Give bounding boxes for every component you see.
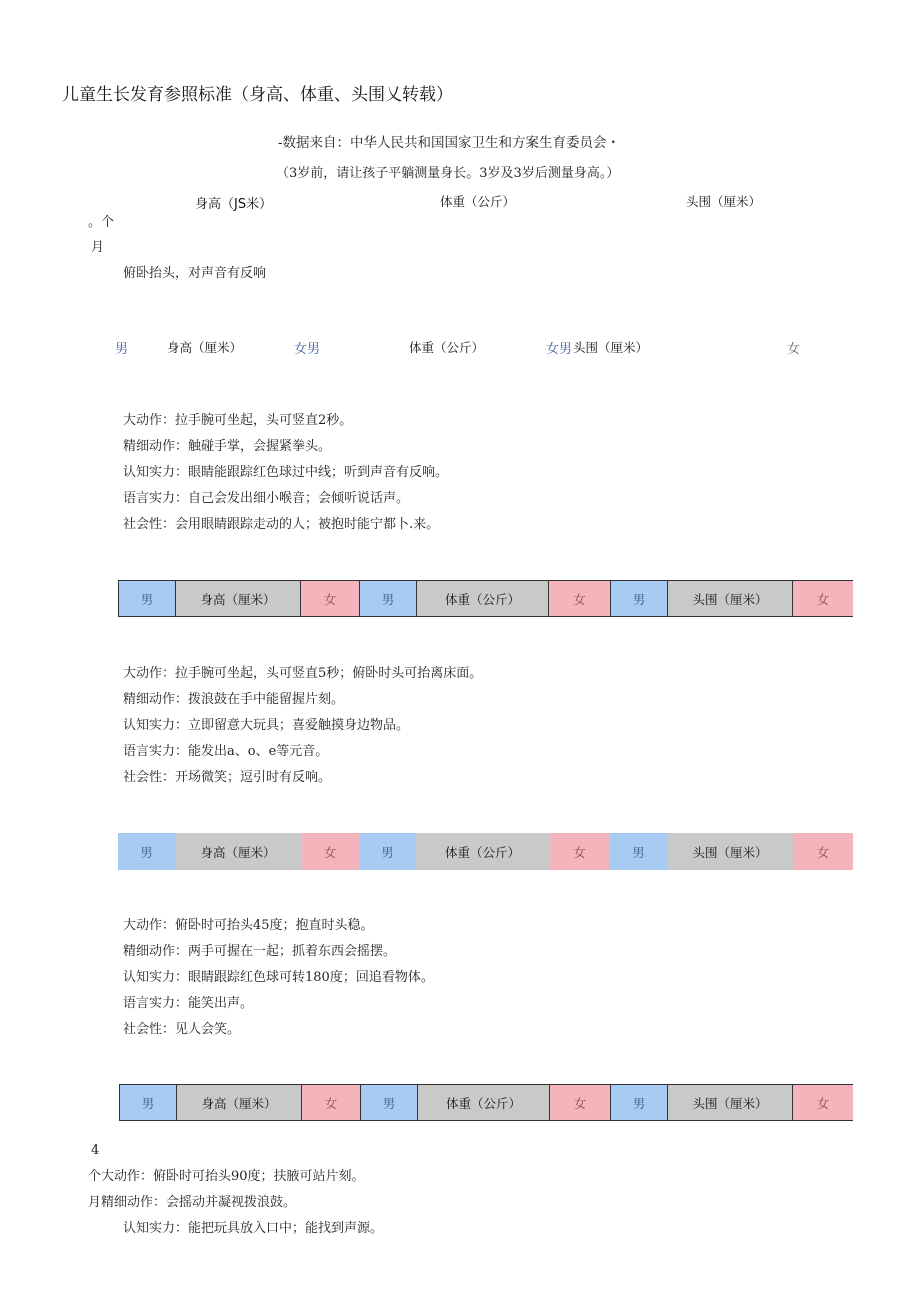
cell-height: 身高（厘米） [176, 1084, 302, 1121]
loose-female: 女 [787, 342, 801, 357]
header-head: 头围（厘米） [686, 194, 762, 209]
page-title: 儿童生长发育参照标准（身高、体重、头围乂转载） [62, 85, 453, 105]
measurement-note: （3岁前，请让孩子平躺测量身长。3岁及3岁后测量身高。） [276, 166, 620, 181]
cell-female: 女 [301, 580, 359, 617]
loose-male-1: 男 [115, 342, 129, 357]
loose-female-male-1: 女男 [294, 342, 321, 357]
cell-male: 男 [118, 833, 175, 870]
cell-weight: 体重（公斤） [417, 1084, 550, 1121]
cell-male: 男 [359, 833, 416, 870]
cell-weight: 体重（公斤） [416, 580, 549, 617]
month2-language: 语言实力：能发出a、o、e等元音。 [123, 744, 329, 759]
cell-male: 男 [610, 580, 667, 617]
month0-description: 俯卧抬头，对声音有反响 [123, 266, 267, 281]
cell-female: 女 [301, 833, 359, 870]
month3-language: 语言实力：能笑出声。 [123, 996, 254, 1011]
month3-gross-motor: 大动作：俯卧时可抬头45度；抱直时头稳。 [123, 918, 374, 933]
month2-social: 社会性：开场微笑；逗引时有反响。 [123, 770, 332, 785]
month-label-dot: 。个 [88, 215, 115, 230]
cell-male: 男 [610, 1084, 667, 1121]
month2-cognition: 认知实力：立即留意大玩具；喜爱触摸身边物品。 [123, 718, 410, 733]
cell-male: 男 [119, 1084, 176, 1121]
header-weight: 体重（公斤） [440, 194, 516, 209]
loose-height: 身高（厘米） [167, 340, 243, 355]
cell-head: 头围（厘米） [667, 1084, 793, 1121]
month2-milestones [123, 661, 482, 791]
month3-cognition: 认知实力：眼睛跟踪红色球可转180度；回追看物体。 [123, 970, 434, 985]
month1-milestones [123, 408, 448, 538]
cell-male: 男 [118, 580, 175, 617]
cell-female: 女 [549, 833, 610, 870]
month1-cognition: 认知实力：眼睛能跟踪红色球过中线；听到声音有反响。 [123, 465, 449, 480]
month4-gross-motor: 个大动作：俯卧时可抬头90度；扶腋可站片刻。 [88, 1169, 365, 1184]
month3-social: 社会性：见人会笑。 [123, 1022, 241, 1037]
month4-fine-motor: 月精细动作：会摇动并凝视拨浪鼓。 [88, 1195, 297, 1210]
cell-female: 女 [549, 580, 610, 617]
month4-cognition: 认知实力：能把玩具放入口中；能找到声源。 [123, 1221, 384, 1236]
month2-gross-motor: 大动作：拉手腕可坐起，头可竖直5秒；俯卧时头可抬离床面。 [123, 666, 483, 681]
month1-fine-motor: 精细动作：触碰手掌，会握紧拳头。 [123, 439, 332, 454]
cell-female: 女 [550, 1084, 610, 1121]
month1-language: 语言实力：自己会发出细小喉音；会倾听说话声。 [123, 491, 410, 506]
month1-gross-motor: 大动作：拉手腕可坐起，头可竖直2秒。 [123, 413, 353, 428]
cell-weight: 体重（公斤） [416, 833, 549, 870]
cell-head: 头围（厘米） [667, 580, 793, 617]
table-row-2 [118, 833, 854, 870]
month1-social: 社会性：会用眼睛跟踪走动的人；被抱时能宁都卜.来。 [123, 517, 440, 532]
month4-number: 4 [91, 1143, 100, 1158]
cell-male: 男 [359, 580, 416, 617]
loose-weight: 体重（公斤） [409, 340, 485, 355]
cell-female: 女 [793, 1084, 853, 1121]
table-row-1 [118, 580, 854, 617]
table-row-3 [119, 1084, 855, 1121]
cell-female: 女 [793, 580, 853, 617]
loose-female-male-2: 女男 [546, 342, 573, 357]
loose-head: 头围（厘米） [573, 340, 649, 355]
month3-fine-motor: 精细动作：两手可握在一起；抓着东西会摇摆。 [123, 944, 397, 959]
month3-milestones [123, 913, 434, 1043]
month2-fine-motor: 精细动作：拨浪鼓在手中能留握片刻。 [123, 692, 345, 707]
cell-female: 女 [302, 1084, 360, 1121]
cell-female: 女 [793, 833, 853, 870]
month-label-yue: 月 [91, 240, 105, 255]
cell-male: 男 [360, 1084, 417, 1121]
header-height: 身高（JS米） [195, 197, 273, 212]
cell-head: 头围（厘米） [667, 833, 793, 870]
cell-height: 身高（厘米） [175, 833, 301, 870]
cell-height: 身高（厘米） [175, 580, 301, 617]
data-source: -数据来自：中华人民共和国国家卫生和方案生育委员会・ [278, 135, 621, 151]
cell-male: 男 [610, 833, 667, 870]
